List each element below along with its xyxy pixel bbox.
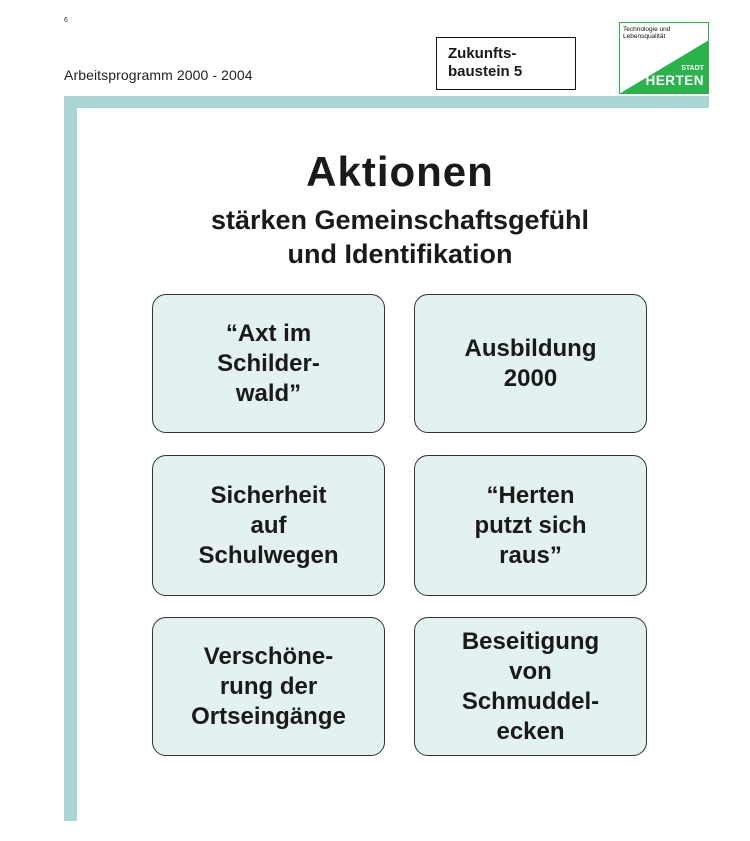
logo-tagline	[623, 26, 670, 40]
box-line: Schilder-	[217, 349, 320, 377]
box-line: von	[509, 657, 552, 685]
box-line: Sicherheit	[210, 481, 327, 509]
box-line: putzt sich	[474, 511, 587, 539]
baustein-box	[436, 37, 576, 90]
box-line: auf	[250, 511, 287, 539]
box-line: “Herten	[486, 481, 575, 509]
action-box-herten-putzt-sich-raus	[414, 455, 647, 596]
baustein-line-1: Zukunfts-	[448, 45, 517, 62]
herten-logo	[619, 22, 709, 94]
action-box-verschoenerung-ortseingaenge	[152, 617, 385, 756]
page-title: Aktionen	[306, 148, 494, 195]
page-number: 6	[64, 17, 68, 24]
box-line: Schulwegen	[198, 541, 339, 569]
box-line: Ortseingänge	[191, 702, 346, 730]
box-line: ecken	[496, 717, 565, 745]
frame-top-bar	[64, 96, 709, 108]
box-line: Verschöne-	[203, 642, 334, 670]
action-box-beseitigung-schmuddelecken	[414, 617, 647, 756]
logo-herten: HERTEN	[645, 73, 704, 88]
box-line: wald”	[235, 379, 302, 407]
box-line: Schmuddel-	[461, 687, 600, 715]
logo-stadt: STADT	[681, 65, 704, 72]
box-line: 2000	[503, 364, 558, 392]
program-label: Arbeitsprogramm 2000 - 2004	[64, 67, 253, 83]
box-line: raus”	[499, 541, 562, 569]
action-box-ausbildung-2000	[414, 294, 647, 433]
box-line: rung der	[219, 672, 318, 700]
baustein-line-2: baustein 5	[448, 63, 523, 80]
action-box-axt-im-schilderwald	[152, 294, 385, 433]
page-subtitle	[0, 203, 750, 271]
action-box-sicherheit-schulwegen	[152, 455, 385, 596]
box-line: Beseitigung	[461, 627, 600, 655]
logo-tagline-1: Technologie und	[623, 26, 671, 33]
subtitle-line-2: und Identifikation	[287, 239, 513, 269]
box-line: Ausbildung	[464, 334, 597, 362]
logo-tagline-2: Lebensqualität	[623, 33, 666, 40]
subtitle-line-1: stärken Gemeinschaftsgefühl	[210, 205, 590, 235]
box-line: “Axt im	[225, 319, 312, 347]
